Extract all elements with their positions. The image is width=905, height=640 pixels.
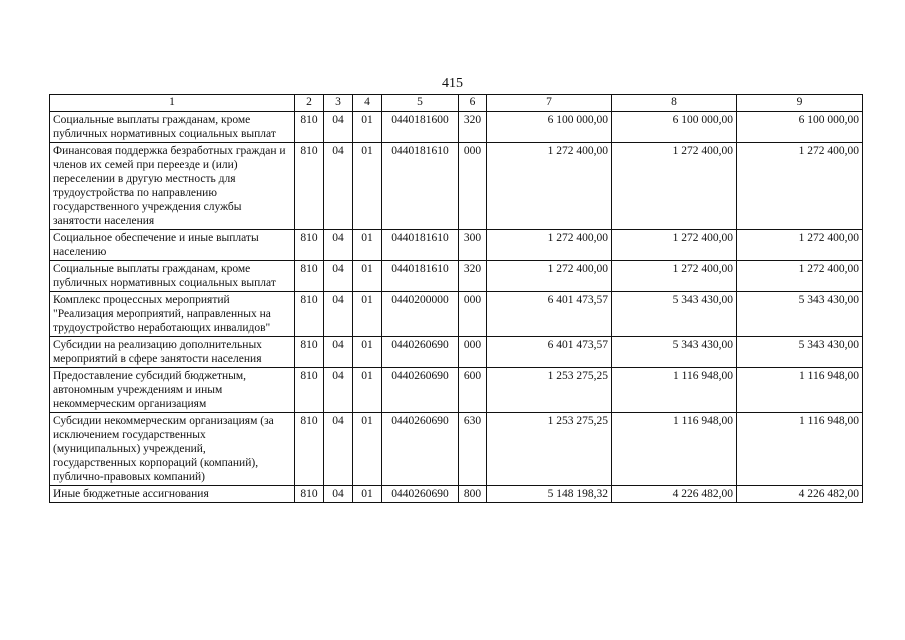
- amount-cell: 6 100 000,00: [612, 112, 737, 143]
- code-cell: 000: [459, 337, 487, 368]
- code-cell: 630: [459, 413, 487, 486]
- amount-cell: 1 272 400,00: [612, 230, 737, 261]
- code-cell: 01: [353, 230, 382, 261]
- row-name-cell: Комплекс процессных мероприятий "Реализация мероприятий, направленных на трудоустройство неработающих инвалидов": [50, 292, 295, 337]
- amount-cell: 5 148 198,32: [487, 486, 612, 503]
- code-cell: 01: [353, 143, 382, 230]
- code-cell: 800: [459, 486, 487, 503]
- header-cell: 4: [353, 95, 382, 112]
- code-cell: 000: [459, 143, 487, 230]
- code-cell: 0440181610: [382, 230, 459, 261]
- table-row: [50, 230, 863, 261]
- amount-cell: 5 343 430,00: [737, 292, 863, 337]
- code-cell: 04: [324, 413, 353, 486]
- header-cell: 7: [487, 95, 612, 112]
- row-name-cell: Иные бюджетные ассигнования: [50, 486, 295, 503]
- amount-cell: 1 253 275,25: [487, 368, 612, 413]
- code-cell: 0440260690: [382, 368, 459, 413]
- amount-cell: 1 272 400,00: [487, 143, 612, 230]
- code-cell: 0440181610: [382, 143, 459, 230]
- code-cell: 810: [295, 486, 324, 503]
- header-cell: 6: [459, 95, 487, 112]
- table-row: [50, 337, 863, 368]
- amount-cell: 4 226 482,00: [737, 486, 863, 503]
- amount-cell: 1 272 400,00: [737, 143, 863, 230]
- amount-cell: 1 272 400,00: [612, 143, 737, 230]
- code-cell: 0440181600: [382, 112, 459, 143]
- code-cell: 04: [324, 143, 353, 230]
- amount-cell: 1 272 400,00: [737, 230, 863, 261]
- code-cell: 04: [324, 112, 353, 143]
- header-row: [50, 95, 863, 112]
- code-cell: 810: [295, 337, 324, 368]
- code-cell: 01: [353, 413, 382, 486]
- code-cell: 810: [295, 112, 324, 143]
- code-cell: 0440260690: [382, 486, 459, 503]
- row-name-cell: Социальные выплаты гражданам, кроме публичных нормативных социальных выплат: [50, 261, 295, 292]
- code-cell: 04: [324, 337, 353, 368]
- code-cell: 04: [324, 486, 353, 503]
- code-cell: 320: [459, 261, 487, 292]
- row-name-cell: Социальные выплаты гражданам, кроме публичных нормативных социальных выплат: [50, 112, 295, 143]
- amount-cell: 1 116 948,00: [612, 368, 737, 413]
- code-cell: 600: [459, 368, 487, 413]
- amount-cell: 1 272 400,00: [612, 261, 737, 292]
- amount-cell: 1 272 400,00: [487, 261, 612, 292]
- code-cell: 300: [459, 230, 487, 261]
- table-row: [50, 292, 863, 337]
- amount-cell: 1 116 948,00: [612, 413, 737, 486]
- amount-cell: 5 343 430,00: [612, 337, 737, 368]
- amount-cell: 6 100 000,00: [737, 112, 863, 143]
- code-cell: 01: [353, 337, 382, 368]
- table-row: [50, 368, 863, 413]
- header-cell: 3: [324, 95, 353, 112]
- header-cell: 9: [737, 95, 863, 112]
- header-cell: 5: [382, 95, 459, 112]
- amount-cell: 6 100 000,00: [487, 112, 612, 143]
- amount-cell: 6 401 473,57: [487, 337, 612, 368]
- amount-cell: 1 253 275,25: [487, 413, 612, 486]
- row-name-cell: Финансовая поддержка безработных граждан и членов их семей при переезде и (или) переселении в другую местность для трудоустройства по направлению государственного учреждения службы занятости населения: [50, 143, 295, 230]
- code-cell: 810: [295, 230, 324, 261]
- code-cell: 320: [459, 112, 487, 143]
- amount-cell: 4 226 482,00: [612, 486, 737, 503]
- amount-cell: 1 116 948,00: [737, 368, 863, 413]
- code-cell: 810: [295, 143, 324, 230]
- code-cell: 0440181610: [382, 261, 459, 292]
- code-cell: 01: [353, 368, 382, 413]
- code-cell: 0440260690: [382, 413, 459, 486]
- row-name-cell: Субсидии на реализацию дополнительных мероприятий в сфере занятости населения: [50, 337, 295, 368]
- row-name-cell: Социальное обеспечение и иные выплаты населению: [50, 230, 295, 261]
- amount-cell: 1 272 400,00: [737, 261, 863, 292]
- header-cell: 1: [50, 95, 295, 112]
- code-cell: 810: [295, 261, 324, 292]
- amount-cell: 1 116 948,00: [737, 413, 863, 486]
- code-cell: 01: [353, 292, 382, 337]
- table-row: [50, 486, 863, 503]
- code-cell: 04: [324, 292, 353, 337]
- table-row: [50, 143, 863, 230]
- code-cell: 000: [459, 292, 487, 337]
- amount-cell: 1 272 400,00: [487, 230, 612, 261]
- code-cell: 0440260690: [382, 337, 459, 368]
- row-name-cell: Субсидии некоммерческим организациям (за исключением государственных (муниципальных) учреждений, государственных корпораций (компаний), публично-правовых компаний): [50, 413, 295, 486]
- table-row: [50, 261, 863, 292]
- budget-table: [49, 94, 863, 503]
- table-row: [50, 112, 863, 143]
- code-cell: 810: [295, 413, 324, 486]
- amount-cell: 6 401 473,57: [487, 292, 612, 337]
- amount-cell: 5 343 430,00: [612, 292, 737, 337]
- page-number: 415: [442, 76, 463, 91]
- row-name-cell: Предоставление субсидий бюджетным, автономным учреждениям и иным некоммерческим организациям: [50, 368, 295, 413]
- code-cell: 01: [353, 486, 382, 503]
- header-cell: 8: [612, 95, 737, 112]
- code-cell: 0440200000: [382, 292, 459, 337]
- code-cell: 01: [353, 261, 382, 292]
- header-cell: 2: [295, 95, 324, 112]
- table-row: [50, 413, 863, 486]
- amount-cell: 5 343 430,00: [737, 337, 863, 368]
- code-cell: 04: [324, 261, 353, 292]
- code-cell: 04: [324, 368, 353, 413]
- code-cell: 01: [353, 112, 382, 143]
- code-cell: 810: [295, 292, 324, 337]
- code-cell: 810: [295, 368, 324, 413]
- code-cell: 04: [324, 230, 353, 261]
